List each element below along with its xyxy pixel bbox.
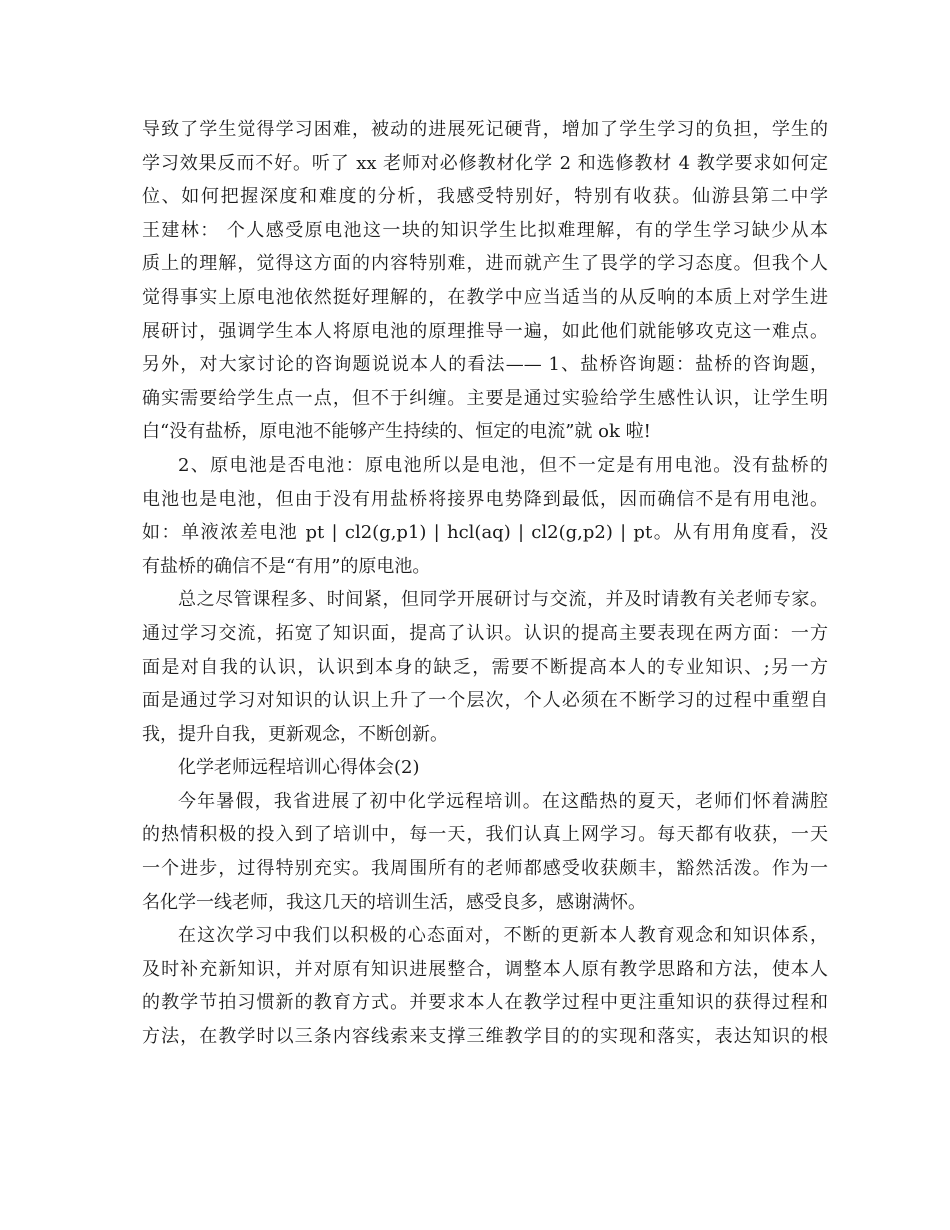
text-line: 导致了学生觉得学习困难，被动的进展死记硬背，增加了学生学习的负担，学生的	[142, 119, 828, 140]
text-line: 方法，在教学时以三条内容线索来支撑三维教学目的的实现和落实，表达知识的根	[142, 1026, 828, 1048]
text-line: 白“没有盐桥，原电池不能够产生持续的、恒定的电流”就 ok 啦!	[142, 421, 651, 443]
text-line: 今年暑假，我省进展了初中化学远程培训。在这酷热的夏天，老师们怀着满腔	[178, 790, 828, 812]
text-line: 一个进步，过得特别充实。我周围所有的老师都感受收获颇丰，豁然活泼。作为一	[142, 858, 828, 880]
text-line: 名化学一线老师，我这几天的培训生活，感受良多，感谢满怀。	[142, 891, 646, 913]
text-line: 确实需要给学生点一点，但不于纠缠。主要是通过实验给学生感性认识，让学生明	[142, 387, 828, 409]
document-body	[142, 113, 828, 1054]
text-line: 如：单液浓差电池 pt | cl2(g,p1) | hcl(aq) | cl2(g,p2) | pt。从有用角度看，没	[142, 522, 828, 544]
text-line: 在这次学习中我们以积极的心态面对，不断的更新本人教育观念和知识体系，	[178, 925, 828, 947]
text-line: 展研讨，强调学生本人将原电池的原理推导一遍，如此他们就能够攻克这一难点。	[142, 320, 828, 342]
text-line: 总之尽管课程多、时间紧，但同学开展研讨与交流，并及时请教有关老师专家。	[178, 589, 828, 611]
text-line: 觉得事实上原电池依然挺好理解的，在教学中应当适当的从反响的本质上对学生进	[142, 286, 828, 308]
text-line: 面是通过学习对知识的认识上升了一个层次，个人必须在不断学习的过程中重塑自	[142, 690, 828, 712]
text-line: 2、原电池是否电池：原电池所以是电池，但不一定是有用电池。没有盐桥的	[178, 454, 828, 476]
text-line: 面是对自我的认识，认识到本身的缺乏，需要不断提高本人的专业知识、;另一方	[142, 656, 828, 678]
text-line: 质上的理解，觉得这方面的内容特别难，进而就产生了畏学的学习态度。但我个人	[142, 253, 828, 275]
text-line: 电池也是电池，但由于没有用盐桥将接界电势降到最低，因而确信不是有用电池。	[142, 488, 828, 510]
text-line: 及时补充新知识，并对原有知识进展整合，调整本人原有教学思路和方法，使本人	[142, 958, 828, 980]
text-line: 化学老师远程培训心得体会(2)	[178, 757, 420, 779]
text-line: 我，提升自我，更新观念，不断创新。	[142, 723, 448, 745]
text-line: 王建林： 个人感受原电池这一块的知识学生比拟难理解，有的学生学习缺少从本	[142, 219, 828, 241]
text-line: 另外，对大家讨论的咨询题说说本人的看法—— 1、盐桥咨询题：盐桥的咨询题，	[142, 354, 828, 376]
text-line: 的热情积极的投入到了培训中，每一天，我们认真上网学习。每天都有收获，一天	[142, 824, 828, 846]
text-line: 有盐桥的确信不是“有用”的原电池。	[142, 555, 431, 577]
text-line: 的教学节拍习惯新的教育方式。并要求本人在教学过程中更注重知识的获得过程和	[142, 992, 828, 1014]
text-line: 通过学习交流，拓宽了知识面，提高了认识。认识的提高主要表现在两方面：一方	[142, 622, 828, 644]
text-line: 位、如何把握深度和难度的分析，我感受特别好，特别有收获。仙游县第二中学	[142, 186, 828, 208]
text-line: 学习效果反而不好。听了 xx 老师对必修教材化学 2 和选修教材 4 教学要求如何定	[142, 152, 828, 174]
